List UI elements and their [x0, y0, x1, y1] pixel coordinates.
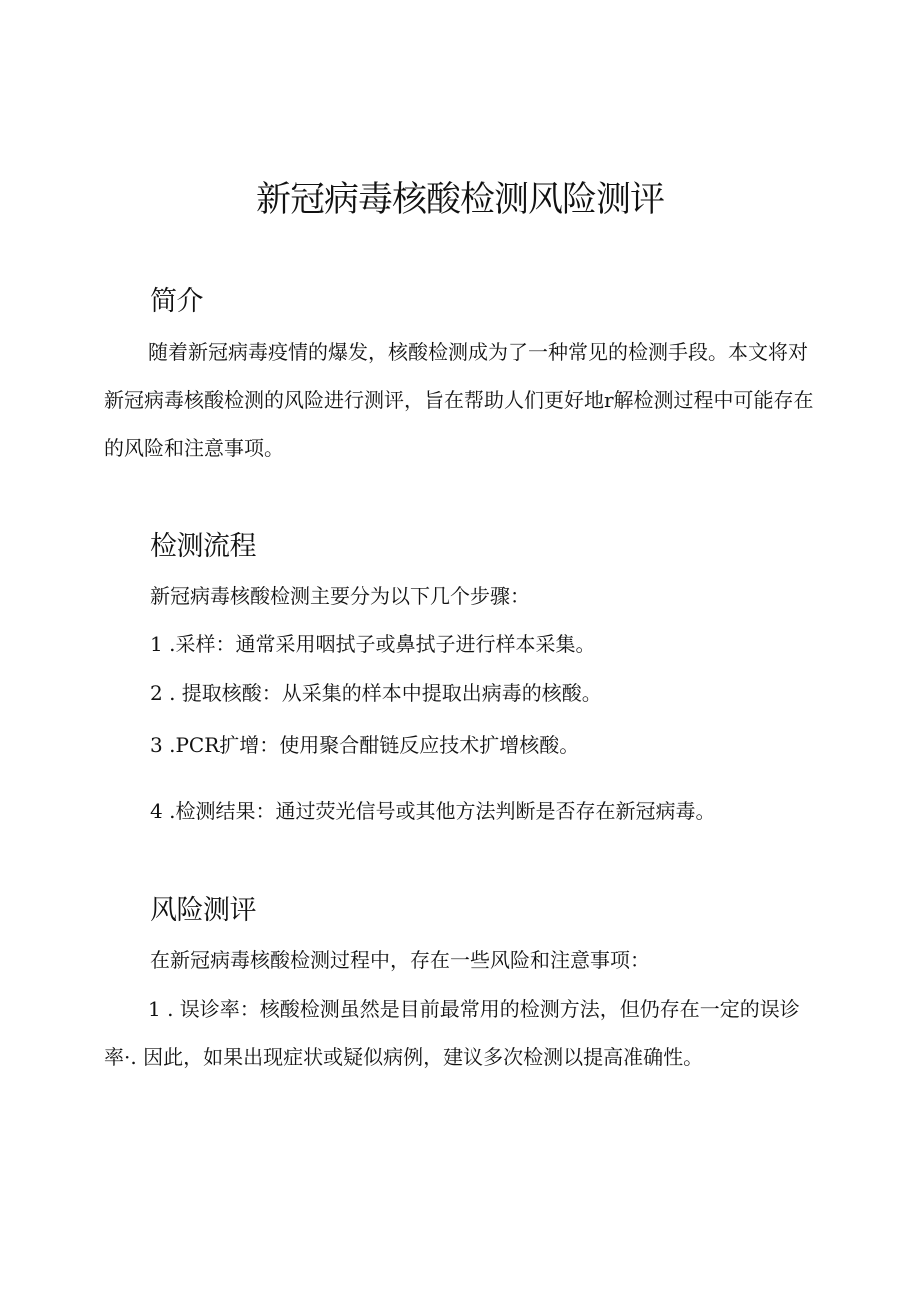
section-heading-risk: 风险测评	[150, 895, 256, 926]
process-step-1: 1 .采样：通常采用咽拭子或鼻拭子进行样本采集。	[150, 632, 596, 656]
process-lead: 新冠病毒核酸检测主要分为以下几个步骤：	[150, 584, 530, 608]
intro-paragraph: 随着新冠病毒疫情的爆发，核酸检测成为了一种常见的检测手段。本文将对新冠病毒核酸检测的风险进行测评，旨在帮助人们更好地r解检测过程中可能存在的风险和注意事项。	[104, 340, 814, 460]
risk-item-1: 1 . 误诊率：核酸检测虽然是目前最常用的检测方法，但仍存在一定的误诊率·. 因此，如果出现症状或疑似病例，建议多次检测以提高准确性。	[104, 997, 800, 1069]
process-step-2: 2 . 提取核酸：从采集的样本中提取出病毒的核酸。	[150, 681, 602, 705]
document-title: 新冠病毒核酸检测风险测评	[255, 180, 664, 220]
process-step-3: 3 .PCR扩增：使用聚合酣链反应技术扩增核酸。	[150, 733, 580, 757]
section-heading-process: 检测流程	[150, 531, 256, 562]
section-heading-intro: 简介	[150, 286, 203, 317]
process-step-4: 4 .检测结果：通过荧光信号或其他方法判断是否存在新冠病毒。	[150, 799, 716, 823]
risk-lead: 在新冠病毒核酸检测过程中，存在一些风险和注意事项：	[150, 948, 650, 972]
